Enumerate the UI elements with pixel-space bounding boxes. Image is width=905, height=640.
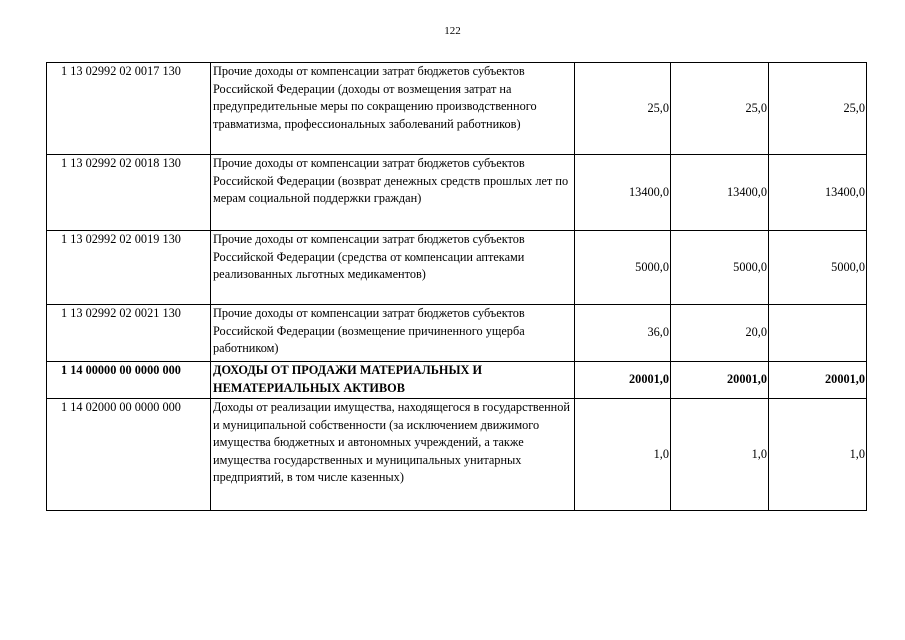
value-cell-year-1: 36,0 [575, 305, 671, 362]
value-cell-year-1: 25,0 [575, 63, 671, 155]
value-cell-year-2: 25,0 [671, 63, 769, 155]
table-row [47, 155, 867, 231]
value-cell-year-2: 20001,0 [671, 362, 769, 399]
value-cell-year-1: 20001,0 [575, 362, 671, 399]
table-row [47, 231, 867, 305]
revenue-table [46, 62, 867, 511]
value-cell-year-2: 5000,0 [671, 231, 769, 305]
value-cell-year-3: 5000,0 [769, 231, 867, 305]
table-row [47, 63, 867, 155]
value-cell-year-1: 1,0 [575, 399, 671, 511]
description-cell: Доходы от реализации имущества, находящегося в государственной и муниципальной собственности (за исключением движимого имущества бюджетных и автономных учреждений, а также имущества государственных и муниципальных унитарных предприятий, в том числе казенных) [211, 399, 575, 511]
value-cell-year-1: 5000,0 [575, 231, 671, 305]
value-cell-year-2: 13400,0 [671, 155, 769, 231]
value-cell-year-3: 13400,0 [769, 155, 867, 231]
description-cell: Прочие доходы от компенсации затрат бюджетов субъектов Российской Федерации (возврат денежных средств прошлых лет по мерам социальной поддержки граждан) [211, 155, 575, 231]
page-number: 122 [444, 25, 461, 37]
budget-code-cell: 1 14 00000 00 0000 000 [47, 362, 211, 399]
budget-code-cell: 1 13 02992 02 0018 130 [47, 155, 211, 231]
table-row-section-total [47, 362, 867, 399]
budget-code-cell: 1 14 02000 00 0000 000 [47, 399, 211, 511]
table-row [47, 305, 867, 362]
budget-code-cell: 1 13 02992 02 0017 130 [47, 63, 211, 155]
value-cell-year-3: 25,0 [769, 63, 867, 155]
value-cell-year-2: 20,0 [671, 305, 769, 362]
description-cell: Прочие доходы от компенсации затрат бюджетов субъектов Российской Федерации (возмещение причиненного ущерба работником) [211, 305, 575, 362]
description-cell: Прочие доходы от компенсации затрат бюджетов субъектов Российской Федерации (доходы от возмещения затрат на предупредительные меры по сокращению производственного травматизма, профессиональных заболеваний работников) [211, 63, 575, 155]
description-cell: ДОХОДЫ ОТ ПРОДАЖИ МАТЕРИАЛЬНЫХ И НЕМАТЕРИАЛЬНЫХ АКТИВОВ [211, 362, 575, 399]
value-cell-year-1: 13400,0 [575, 155, 671, 231]
budget-code-cell: 1 13 02992 02 0021 130 [47, 305, 211, 362]
budget-code-cell: 1 13 02992 02 0019 130 [47, 231, 211, 305]
value-cell-year-3: 20001,0 [769, 362, 867, 399]
value-cell-year-3: 1,0 [769, 399, 867, 511]
description-cell: Прочие доходы от компенсации затрат бюджетов субъектов Российской Федерации (средства от компенсации аптеками реализованных льготных медикаментов) [211, 231, 575, 305]
value-cell-year-2: 1,0 [671, 399, 769, 511]
value-cell-year-3 [769, 305, 867, 362]
table-row [47, 399, 867, 511]
